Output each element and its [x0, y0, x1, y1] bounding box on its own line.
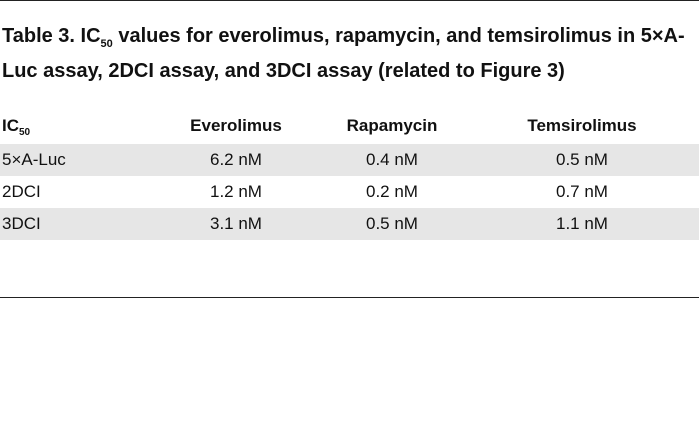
header-ic50	[2, 116, 30, 136]
cell-rapamycin: 0.4 nM	[366, 150, 418, 169]
title-prefix: Table 3. IC	[2, 25, 101, 47]
table-row	[0, 144, 699, 176]
title-subscript: 50	[100, 38, 113, 50]
cell-rapamycin: 0.2 nM	[366, 182, 418, 201]
title-rest: values for everolimus, rapamycin, and temsirolimus in 5×A-Luc assay, 2DCI assay, and 3DCI assay (related to Figure 3)	[2, 25, 685, 82]
row-label: 5×A-Luc	[2, 150, 66, 169]
top-rule	[0, 0, 699, 1]
header-rapamycin: Rapamycin	[346, 116, 438, 135]
table-row	[0, 176, 699, 208]
header-temsirolimus: Temsirolimus	[527, 116, 637, 135]
table-title	[2, 20, 698, 87]
header-ic-subscript: 50	[19, 127, 31, 138]
row-label: 3DCI	[2, 214, 41, 233]
cell-everolimus: 6.2 nM	[210, 150, 262, 169]
ic50-table	[0, 108, 699, 240]
cell-temsirolimus: 0.5 nM	[556, 150, 608, 169]
bottom-rule	[0, 297, 699, 298]
cell-rapamycin: 0.5 nM	[366, 214, 418, 233]
header-everolimus: Everolimus	[190, 116, 282, 135]
table-row	[0, 208, 699, 240]
row-label: 2DCI	[2, 182, 41, 201]
cell-everolimus: 3.1 nM	[210, 214, 262, 233]
cell-everolimus: 1.2 nM	[210, 182, 262, 201]
cell-temsirolimus: 1.1 nM	[556, 214, 608, 233]
header-ic-label: IC	[2, 116, 19, 135]
cell-temsirolimus: 0.7 nM	[556, 182, 608, 201]
table-header-row	[0, 108, 699, 144]
